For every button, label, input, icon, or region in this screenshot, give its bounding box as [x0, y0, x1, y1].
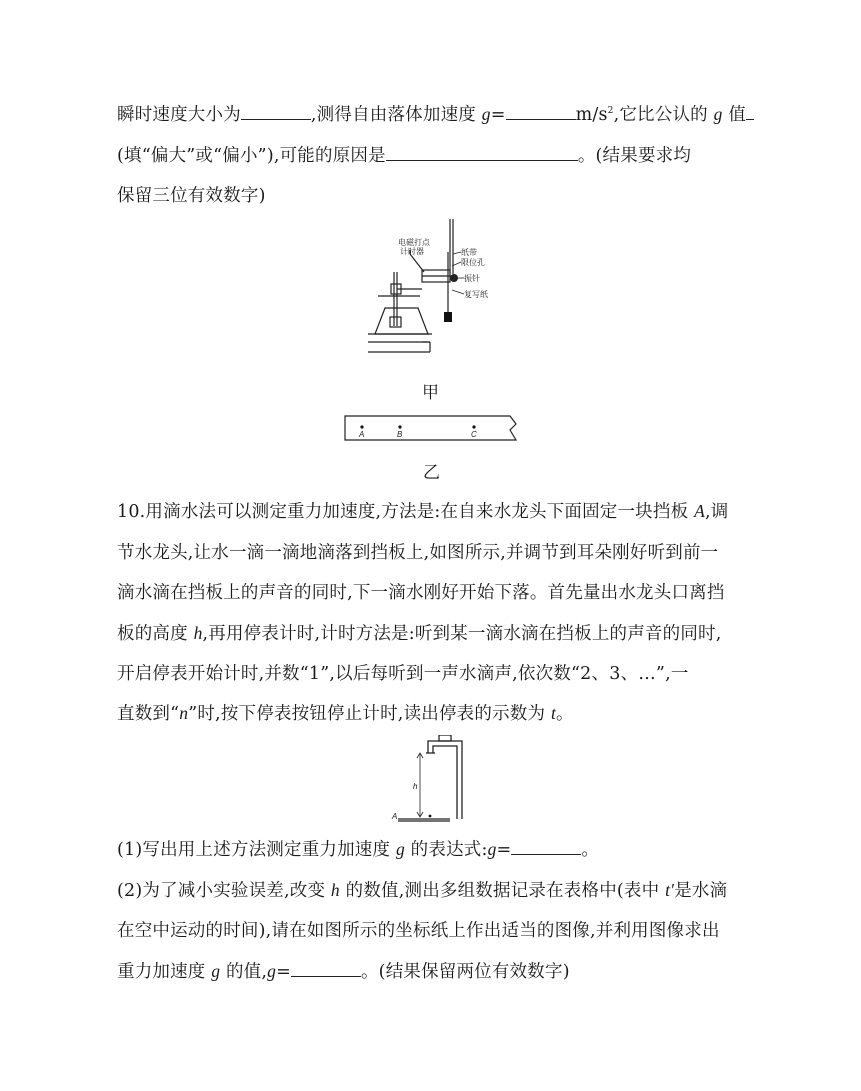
- text: 10.用滴水法可以测定重力加速度,方法是:在自来水龙头下面固定一块挡板: [117, 502, 695, 522]
- var-g: g: [481, 104, 491, 124]
- var-a: A: [694, 501, 705, 521]
- var-t: t: [550, 703, 556, 723]
- text: ,测得自由落体加速度: [310, 105, 482, 125]
- label-h: h: [413, 782, 418, 791]
- figure-caption-yi: 乙: [423, 463, 440, 483]
- text-line: [117, 836, 599, 861]
- text: 的值,: [220, 962, 268, 982]
- tape-point-b: [398, 425, 401, 428]
- label-timer-2: 计时器: [400, 247, 424, 256]
- label-a: A: [392, 812, 398, 821]
- text-line: [117, 660, 689, 685]
- weight-icon: [444, 312, 452, 322]
- water-drop-icon: [429, 815, 432, 818]
- var-h: h: [330, 880, 340, 900]
- tape-label-a: A: [359, 430, 365, 439]
- text-line: [117, 917, 720, 942]
- var-n: n: [179, 703, 189, 723]
- text: 节水龙头,让水一滴一滴地滴落到挡板上,如图所示,并调节到耳朵刚好听到前一: [117, 543, 719, 563]
- var-g: g: [211, 961, 221, 981]
- var-g: g: [395, 839, 405, 859]
- text: 。(结果要求均: [577, 146, 692, 166]
- answer-blank: [511, 836, 581, 855]
- text: ,它比公认的: [613, 105, 714, 125]
- unit-exponent: 2: [607, 106, 614, 117]
- text: 滴水滴在挡板上的声音的同时,下一滴水刚好开始下落。首先量出水龙头口离挡: [117, 583, 725, 603]
- faucet-diagram: [390, 735, 475, 825]
- var-h: h: [193, 623, 203, 643]
- text-line: [117, 142, 691, 167]
- text: 直数到“: [117, 704, 180, 724]
- unit: m/s: [575, 105, 608, 125]
- text: 在空中运动的时间),请在如图所示的坐标纸上作出适当的图像,并利用图像求出: [117, 921, 720, 941]
- tape-label-c: C: [471, 430, 477, 439]
- text: 重力加速度: [117, 962, 212, 982]
- answer-blank: [386, 142, 578, 161]
- text: (1)写出用上述方法测定重力加速度: [117, 840, 396, 860]
- text-line: [117, 700, 574, 725]
- text-line: [117, 101, 754, 126]
- text: ,调: [704, 502, 729, 522]
- equals-sign: =: [496, 840, 512, 860]
- text-line: [117, 539, 718, 564]
- needle-icon: [450, 274, 458, 282]
- text-line: [117, 958, 570, 983]
- text: (填“偏大”或“偏小”),可能的原因是: [117, 146, 386, 166]
- text: 的数值,测出多组数据记录在表格中(表中: [339, 881, 666, 901]
- text-line: [117, 877, 727, 902]
- tape-point-c: [472, 425, 475, 428]
- answer-blank: [291, 958, 361, 977]
- text: 瞬时速度大小为: [117, 105, 241, 125]
- answer-blank: [506, 101, 576, 120]
- text: 保留三位有效数字): [117, 186, 266, 206]
- answer-blank: [746, 101, 754, 120]
- text: 开启停表开始计时,并数“1”,以后每听到一声水滴声,依次数“2、3、…”,一: [117, 664, 689, 684]
- text-line: [117, 182, 266, 207]
- text: 的表达式:: [404, 840, 488, 860]
- label-needle: 振针: [464, 274, 480, 283]
- text-line: [117, 620, 722, 645]
- equals-sign: =: [276, 962, 291, 982]
- label-hole: 限位孔: [461, 258, 485, 267]
- text: 。: [556, 704, 574, 724]
- var-g: g: [713, 104, 723, 124]
- label-tape: 纸带: [461, 248, 477, 257]
- apparatus-diagram: [360, 214, 510, 359]
- text: 是水滴: [674, 881, 728, 901]
- equals-sign: =: [490, 105, 506, 125]
- text: 板的高度: [117, 624, 194, 644]
- text: ”时,按下停表按钮停止计时,读出停表的示数为: [188, 704, 551, 724]
- label-carbon: 复写纸: [464, 290, 488, 299]
- paper-tape-diagram: [344, 414, 519, 442]
- var-g: g: [487, 839, 497, 859]
- tape-label-b: B: [397, 430, 403, 439]
- text: 。: [581, 840, 600, 860]
- text: 。(结果保留两位有效数字): [360, 962, 570, 982]
- tape-point-a: [360, 425, 363, 428]
- answer-blank: [241, 101, 311, 120]
- text-line: [117, 579, 725, 604]
- text: (2)为了减小实验误差,改变: [117, 881, 331, 901]
- var-g: g: [267, 961, 277, 981]
- text: ,再用停表计时,计时方法是:听到某一滴水滴在挡板上的声音的同时,: [202, 624, 722, 644]
- var-t-prime: t′: [665, 880, 675, 900]
- text: 值: [722, 105, 747, 125]
- label-timer-1: 电磁打点: [398, 238, 430, 247]
- figure-caption-jia: 甲: [422, 383, 439, 403]
- text-line: [117, 498, 728, 523]
